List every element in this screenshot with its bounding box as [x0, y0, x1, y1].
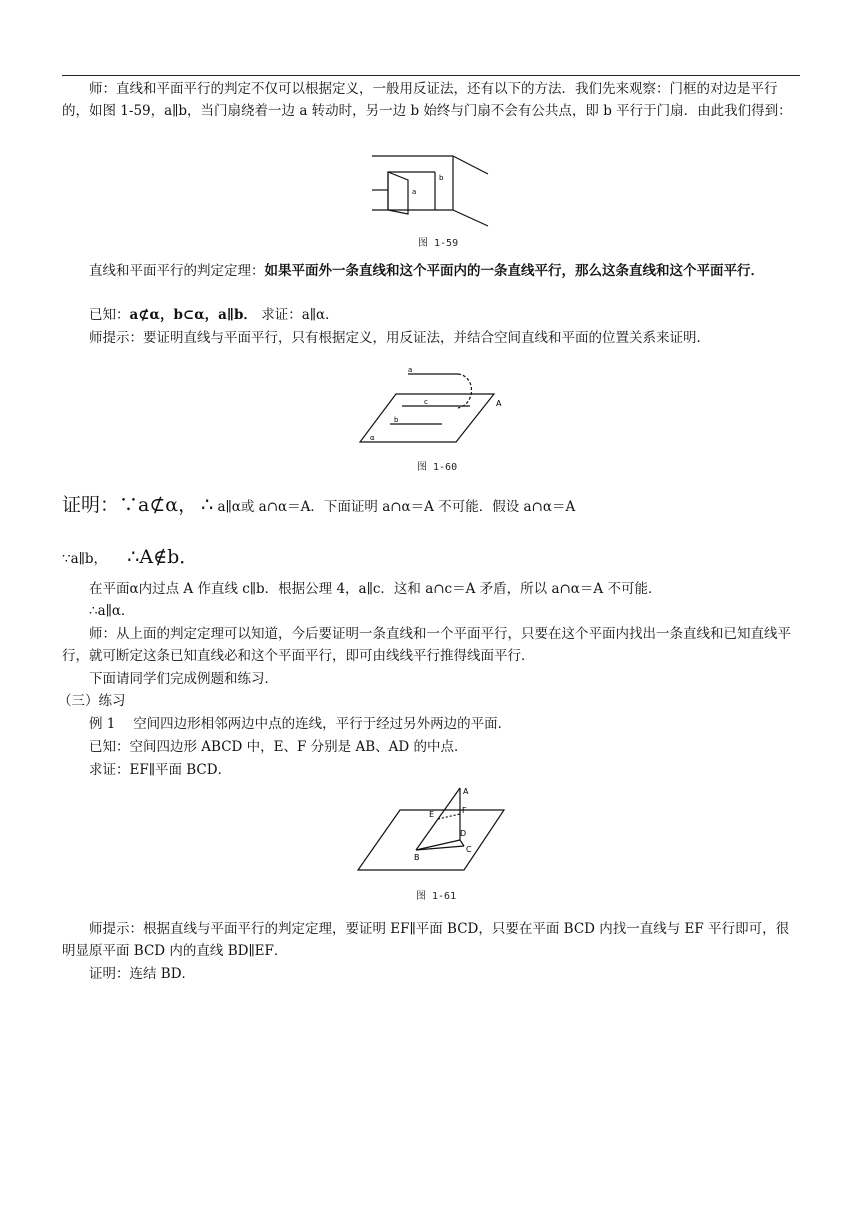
fig60-label-A: A — [496, 399, 502, 408]
example-label: 例 1 — [89, 716, 116, 732]
fig61-label-D: D — [460, 829, 467, 838]
figure-1-61 — [356, 784, 506, 878]
fig59-label-b: b — [439, 174, 444, 182]
proof-line-3: 在平面α内过点 A 作直线 c∥b．根据公理 4，a∥c．这和 a∩c＝A 矛盾，所以 a∩α＝A 不可能． — [89, 581, 662, 597]
invite-line: 下面请同学们完成例题和练习． — [89, 671, 278, 687]
hint-two: 师提示：根据直线与平面平行的判定定理，要证明 EF∥平面 BCD，只要在平面 BCD 内找一直线与 EF 平行即可，很明显原平面 BCD 内的直线 BD∥EF． — [62, 921, 790, 959]
fig61-caption: 图 1-61 — [416, 891, 457, 902]
proof-line-4: ∴a∥α． — [89, 603, 135, 619]
proof-line-2 — [62, 546, 198, 570]
theorem-body: 如果平面外一条直线和这个平面内的一条直线平行，那么这条直线和这个平面平行． — [264, 263, 764, 279]
example-line — [89, 713, 511, 735]
proof-line-1 — [62, 494, 575, 518]
fig61-label-F: F — [462, 806, 467, 815]
fig60-caption: 图 1-60 — [417, 462, 458, 473]
proof-head: 证明：∵a⊄α， — [62, 494, 188, 516]
fig61-label-E: E — [429, 810, 435, 819]
intro-paragraph: 师：直线和平面平行的判定不仅可以根据定义，一般用反证法，还有以下的方法．我们先来观察：门框的对边是平行的，如图 1-59，a∥b，当门扇绕着一边 a 转动时，另一边 b 始终与门扇不会有公共点，即 b 平行于门扇．由此我们得到： — [62, 81, 792, 119]
fig60-label-c: c — [424, 398, 428, 406]
example-text: 空间四边形相邻两边中点的连线，平行于经过另外两边的平面． — [133, 716, 512, 732]
fig60-label-alpha: α — [370, 434, 375, 442]
proof-line-1-text: a∥α或 a∩α＝A．下面证明 a∩α＝A 不可能．假设 a∩α＝A — [217, 499, 576, 515]
fig61-label-C: C — [466, 845, 472, 854]
fig60-label-a: a — [408, 366, 413, 374]
teacher-paragraph: 师：从上面的判定定理可以知道，今后要证明一条直线和一个平面平行，只要在这个平面内找出一条直线和已知直线平行，就可断定这条已知直线必和这个平面平行，即可由线线平行推得线面平行． — [62, 626, 791, 664]
fig61-label-A: A — [463, 787, 469, 796]
given-prove: 求证：a∥α． — [261, 307, 339, 323]
given-line — [89, 304, 339, 326]
hint-one: 师提示：要证明直线与平面平行，只有根据定义，用反证法，并结合空间直线和平面的位置关系来证明． — [89, 330, 710, 346]
given-expr: a⊄α，b⊂α，a∥b． — [129, 307, 257, 323]
figure-1-60 — [358, 366, 508, 450]
fig59-caption: 图 1-59 — [418, 238, 459, 249]
final-line: 证明：连结 BD． — [89, 966, 196, 982]
proof-line-2a: ∵a∥b， — [62, 551, 101, 567]
section-heading: （三）练习 — [58, 693, 126, 709]
proof-therefore: ∴ — [201, 494, 214, 516]
example-given: 已知：空间四边形 ABCD 中，E、F 分别是 AB、AD 的中点． — [89, 739, 468, 755]
example-prove: 求证：EF∥平面 BCD． — [89, 762, 232, 778]
given-prefix: 已知： — [89, 307, 130, 323]
fig61-label-B: B — [414, 853, 420, 862]
proof-line-2b: ∴A∉b． — [127, 546, 199, 568]
figure-1-59 — [368, 150, 500, 230]
theorem-lead: 直线和平面平行的判定定理： — [89, 263, 265, 279]
fig59-label-a: a — [412, 188, 417, 196]
theorem-paragraph — [62, 260, 802, 282]
fig60-label-b: b — [394, 416, 399, 424]
header-rule — [62, 75, 800, 76]
